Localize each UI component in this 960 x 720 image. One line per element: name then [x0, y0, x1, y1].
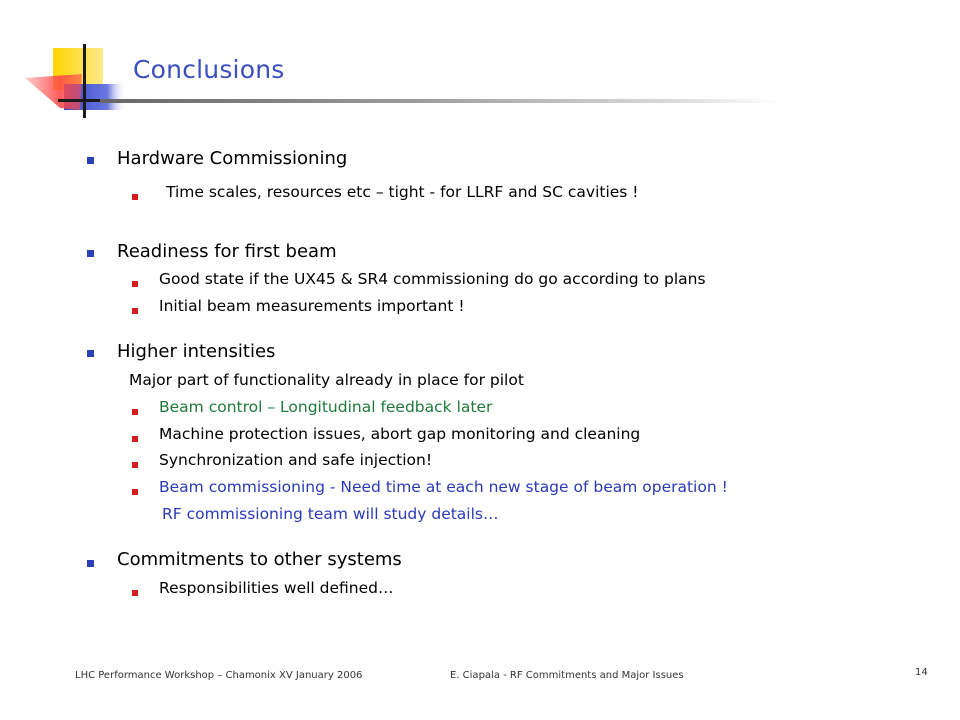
bullet-item: Machine protection issues, abort gap monitoring and cleaning [159, 425, 641, 443]
bullet-icon [132, 194, 138, 200]
bullet-icon [132, 590, 138, 596]
bullet-icon [132, 281, 138, 287]
section-note: Major part of functionality already in place for pilot [129, 371, 524, 389]
title-rule [100, 99, 780, 103]
bullet-item: Responsibilities well defined… [159, 579, 394, 597]
section-heading: Commitments to other systems [117, 549, 402, 570]
bullet-item: Good state if the UX45 & SR4 commissioning do go according to plans [159, 270, 706, 288]
footer-left: LHC Performance Workshop – Chamonix XV January 2006 [75, 670, 363, 681]
bullet-icon [132, 462, 138, 468]
bullet-item: Time scales, resources etc – tight - for LLRF and SC cavities ! [166, 183, 639, 201]
bullet-icon [87, 250, 94, 257]
bullet-icon [132, 436, 138, 442]
section-heading: Readiness for first beam [117, 241, 337, 262]
bullet-icon [87, 350, 94, 357]
bullet-icon [132, 489, 138, 495]
bullet-icon [87, 157, 94, 164]
decorative-logo [0, 0, 130, 130]
bullet-continuation: RF commissioning team will study details… [162, 505, 499, 523]
section-heading: Hardware Commissioning [117, 148, 348, 169]
bullet-icon [132, 308, 138, 314]
bullet-item: Initial beam measurements important ! [159, 297, 465, 315]
section-heading: Higher intensities [117, 341, 276, 362]
bullet-icon [132, 409, 138, 415]
bullet-icon [87, 560, 94, 567]
bullet-item: Synchronization and safe injection! [159, 451, 433, 469]
bullet-item: Beam control – Longitudinal feedback later [159, 398, 493, 416]
footer-center: E. Ciapala - RF Commitments and Major Issues [450, 670, 684, 681]
bullet-item: Beam commissioning - Need time at each new stage of beam operation ! [159, 478, 728, 496]
slide-title: Conclusions [133, 55, 285, 84]
page-number: 14 [915, 667, 928, 678]
